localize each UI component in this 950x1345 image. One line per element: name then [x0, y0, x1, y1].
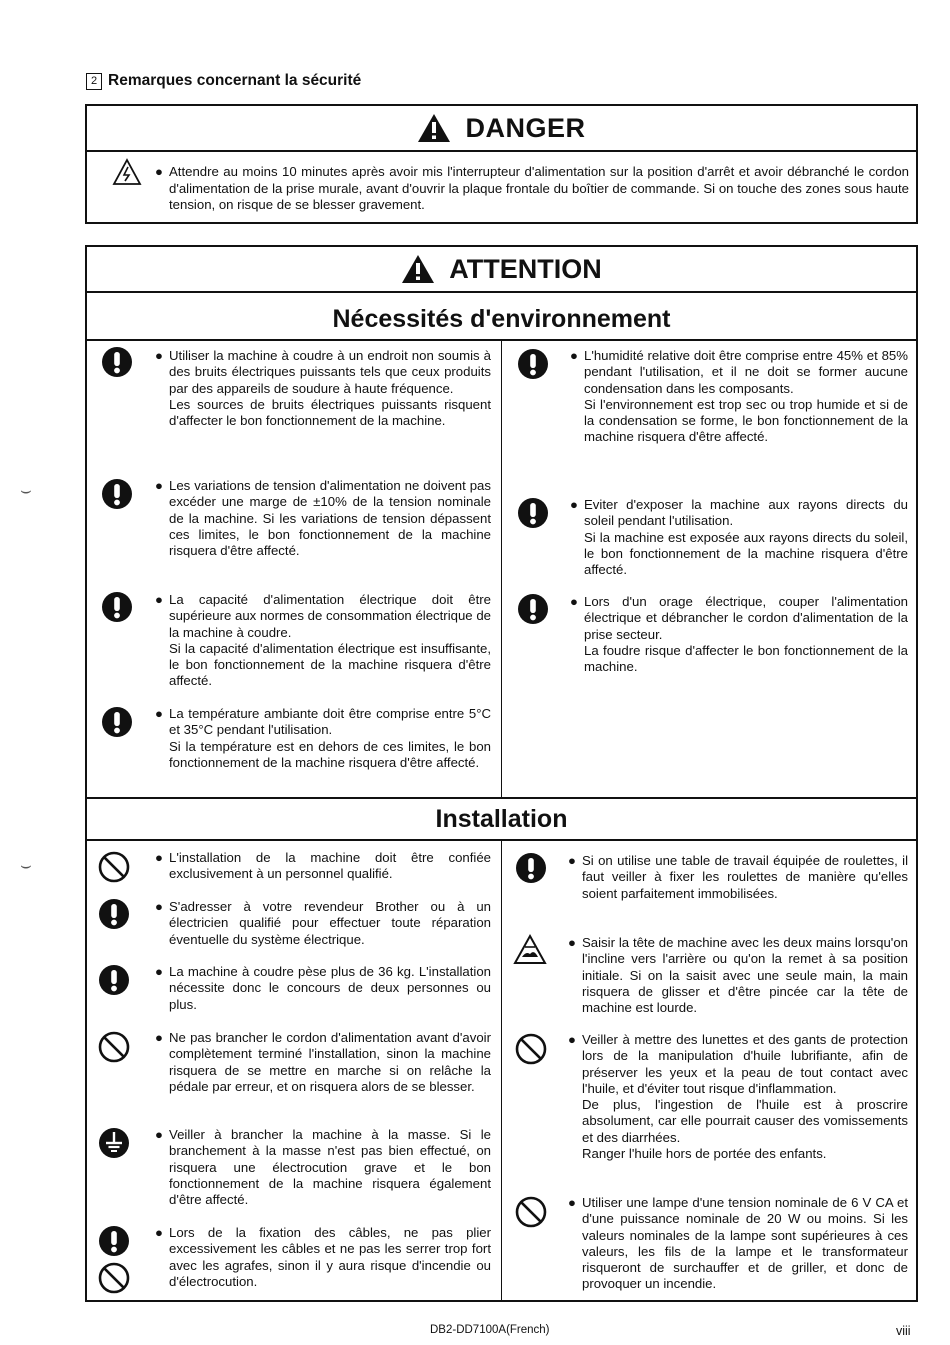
bullet: ● — [155, 348, 163, 363]
bullet: ● — [570, 497, 578, 512]
prohibited-icon — [97, 1261, 131, 1295]
attention-heading-text: ATTENTION — [449, 253, 602, 284]
mandatory-icon — [514, 851, 548, 885]
installation-title: Installation — [435, 805, 568, 833]
column-divider — [501, 341, 502, 797]
mandatory-icon — [97, 1224, 131, 1258]
mandatory-icon — [97, 963, 131, 997]
list-item — [570, 497, 908, 578]
bullet: ● — [155, 164, 163, 179]
list-item — [155, 706, 491, 771]
mandatory-icon — [516, 592, 550, 626]
item-text: Ne pas brancher le cordon d'alimentation avant d'avoir complètement terminé l'installation, sinon la machine risquera de se mettre en marche si on relâche la pédale par erreur, et on risquera alors de se blesser. — [169, 1030, 491, 1094]
item-text: Lors de la fixation des câbles, ne pas plier excessivement les câbles et ne pas les serrer trop fort avec les agrafes, sinon il y aura risque d'incendie ou d'électrocution. — [169, 1225, 491, 1289]
warning-triangle-icon — [401, 254, 435, 284]
column-divider — [501, 841, 502, 1302]
item-text: Les variations de tension d'alimentation ne doivent pas excéder une marge de ±10% de la tension nominale de la machine. Si les variations de tension dépassent ces limites, le bon fonctionnement de la machine risquera d'être affecté. — [169, 478, 491, 559]
section-title: Remarques concernant la sécurité — [108, 72, 362, 89]
list-item — [568, 935, 908, 1016]
mandatory-icon — [100, 705, 134, 739]
mandatory-icon — [100, 590, 134, 624]
section-heading — [86, 72, 361, 90]
danger-text — [155, 164, 909, 214]
item-text: Si la température est en dehors de ces limites, le bon fonctionnement de la machine risquera d'être affecté. — [169, 738, 491, 770]
danger-text-content: Attendre au moins 10 minutes après avoir mis l'interrupteur d'alimentation sur la position d'arrêt et avoir débranché le cordon d'alimentation de la prise murale, avant d'ouvrir la plaque frontale du boîtier de commande. Si on touche des zones sous haute tension, on risque de se blesser gravement. — [169, 164, 909, 212]
item-text: Utiliser une lampe d'une tension nominale de 6 V CA et d'une puissance nominale de 20 W ou moins. Si les valeurs nominales de la lampe sont supérieures à ces valeurs, les fils de la lampe et le transformateur risqueront de surchauffer et de griller, et donc de provoquer un incendie. — [582, 1195, 908, 1292]
document-code: DB2-DD7100A(French) — [430, 1324, 550, 1336]
bullet: ● — [155, 964, 163, 979]
danger-heading-text: DANGER — [465, 112, 586, 143]
mandatory-icon — [516, 347, 550, 381]
bullet: ● — [155, 1127, 163, 1142]
bullet: ● — [155, 592, 163, 607]
bullet: ● — [155, 899, 163, 914]
item-text: La machine à coudre pèse plus de 36 kg. L'installation nécessite donc le concours de deux personnes ou plus. — [169, 964, 491, 1012]
prohibited-icon — [514, 1032, 548, 1066]
item-text: Si on utilise une table de travail équipée de roulettes, il faut veiller à fixer les roulettes de manière qu'elles soient parfaitement immobilisées. — [582, 853, 908, 901]
bullet: ● — [155, 850, 163, 865]
item-text: Si la capacité d'alimentation électrique est insuffisante, le bon fonctionnement de la machine risquera d'être affecté. — [169, 640, 491, 689]
bullet: ● — [570, 594, 578, 609]
list-item — [155, 1127, 491, 1208]
bullet: ● — [155, 478, 163, 493]
list-item — [155, 1030, 491, 1095]
item-text: L'installation de la machine doit être confiée exclusivement à un personnel qualifié. — [169, 850, 491, 882]
list-item — [155, 1225, 491, 1290]
warning-triangle-icon — [417, 113, 451, 143]
bullet: ● — [568, 1032, 576, 1047]
item-text: La température ambiante doit être comprise entre 5°C et 35°C pendant l'utilisation. — [169, 706, 491, 738]
list-item — [570, 594, 908, 675]
list-item — [155, 348, 491, 429]
mandatory-icon — [97, 897, 131, 931]
item-text: Saisir la tête de machine avec les deux mains lorsqu'on l'incline vers l'arrière ou qu'on la remet à sa position initiale. Si on la saisit avec une seule main, la main risquera de glisser et d'être pincée car la tête de machine est lourde. — [582, 935, 908, 1016]
item-text: Si l'environnement est trop sec ou trop humide et si de la condensation se forme, le bon fonctionnement de la machine risquera d'être affecté. — [584, 396, 908, 445]
bullet: ● — [155, 1225, 163, 1240]
item-text: Veiller à brancher la machine à la masse. Si le branchement à la masse n'est pas bien effectué, on risquera une électrocution grave et le bon fonctionnement de la machine risquera également d'être affecté. — [169, 1127, 491, 1208]
bullet: ● — [568, 935, 576, 950]
list-item — [155, 478, 491, 559]
attention-heading — [87, 247, 916, 293]
item-text: Utiliser la machine à coudre à un endroit non soumis à des bruits électriques puissants tels que ceux produits par des appareils de soudure à haute fréquence. — [169, 348, 491, 396]
list-item — [155, 850, 491, 883]
prohibited-icon — [514, 1195, 548, 1229]
page-number: viii — [896, 1324, 911, 1338]
item-text: La foudre risque d'affecter le bon fonctionnement de la machine. — [584, 642, 908, 675]
item-text: Lors d'un orage électrique, couper l'alimentation électrique et débrancher le cordon d'alimentation de la prise secteur. — [584, 594, 908, 642]
list-item — [155, 964, 491, 1013]
bullet: ● — [568, 1195, 576, 1210]
list-item — [570, 348, 908, 446]
divider — [87, 797, 916, 799]
bullet: ● — [570, 348, 578, 363]
mandatory-icon — [100, 477, 134, 511]
binding-mark: ⌣ — [20, 480, 32, 500]
item-text: Veiller à mettre des lunettes et des gants de protection lors de la manipulation d'huile lubrifiante, afin de préserver les yeux et la peau de tout contact avec l'huile, et d'éviter tout risque d'inflammation. — [582, 1032, 908, 1096]
list-item — [568, 853, 908, 902]
prohibited-icon — [97, 1030, 131, 1064]
bullet: ● — [155, 1030, 163, 1045]
section-number: 2 — [86, 73, 102, 90]
prohibited-icon — [97, 850, 131, 884]
binding-mark: ⌣ — [20, 855, 32, 875]
attention-box — [85, 245, 918, 1302]
item-text: L'humidité relative doit être comprise entre 45% et 85% pendant l'utilisation, et il ne doit se former aucune condensation dans les composants. — [584, 348, 908, 396]
item-text: La capacité d'alimentation électrique doit être supérieure aux normes de consommation électrique de la machine à coudre. — [169, 592, 491, 640]
mandatory-icon — [100, 345, 134, 379]
item-text: S'adresser à votre revendeur Brother ou à un électricien qualifié pour effectuer toute réparation éventuelle du système électrique. — [169, 899, 491, 947]
danger-heading — [87, 106, 916, 152]
item-text: Eviter d'exposer la machine aux rayons directs du soleil pendant l'utilisation. — [584, 497, 908, 529]
list-item — [568, 1032, 908, 1162]
item-text: Ranger l'huile hors de portée des enfants. — [582, 1146, 827, 1162]
environment-title: Nécessités d'environnement — [332, 305, 671, 333]
danger-box — [85, 104, 918, 224]
ground-icon — [97, 1126, 131, 1160]
bullet: ● — [155, 706, 163, 721]
mandatory-icon — [516, 496, 550, 530]
list-item — [155, 899, 491, 948]
pinch-warning-icon — [513, 933, 547, 967]
bullet: ● — [568, 853, 576, 868]
item-text: Si la machine est exposée aux rayons directs du soleil, le bon fonctionnement de la machine risquera d'être affecté. — [584, 529, 908, 578]
list-item — [155, 592, 491, 690]
list-item — [568, 1195, 908, 1293]
item-text: Les sources de bruits électriques puissants risquent d'affecter le bon fonctionnement de la machine. — [169, 396, 491, 429]
item-text: De plus, l'ingestion de l'huile est à proscrire absolument, car elle pourrait causer des vomissements et des diarrhées. — [582, 1097, 908, 1145]
